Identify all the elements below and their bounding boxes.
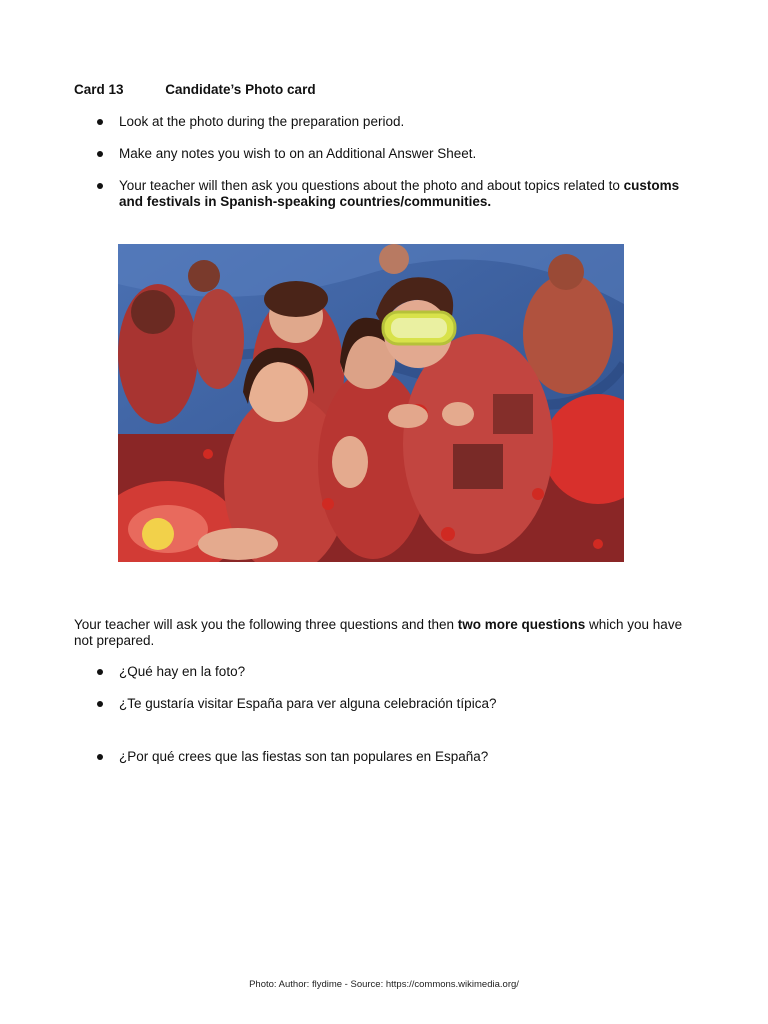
card-number: Card 13 [74,82,124,97]
instruction-item [74,178,694,210]
question-item: ¿Qué hay en la foto? [74,664,694,680]
instruction-topic: customs and festivals in Spanish-speaking countries/communities. [119,178,680,209]
instruction-item: Look at the photo during the preparation period. [74,114,694,130]
question-list [74,664,694,781]
intro-text: Your teacher will ask you the following three questions and then [74,617,458,632]
card-title: Candidate’s Photo card [165,82,316,97]
questions-intro [74,617,694,649]
festival-photo-image [118,244,624,562]
festival-photo [118,244,624,562]
photo-credit: Photo: Author: flydime - Source: https://commons.wikimedia.org/ [249,979,519,990]
question-item: ¿Te gustaría visitar España para ver alguna celebración típica? [74,696,694,712]
instruction-text: Your teacher will then ask you questions about the photo and about topics related to [119,178,624,193]
question-item: ¿Por qué crees que las fiestas son tan populares en España? [74,749,694,765]
instruction-item: Make any notes you wish to on an Additional Answer Sheet. [74,146,694,162]
intro-emphasis: two more questions [457,617,586,632]
card-header [74,82,316,97]
intro-text-end: which you have not prepared. [74,617,683,648]
instruction-list [74,114,694,226]
